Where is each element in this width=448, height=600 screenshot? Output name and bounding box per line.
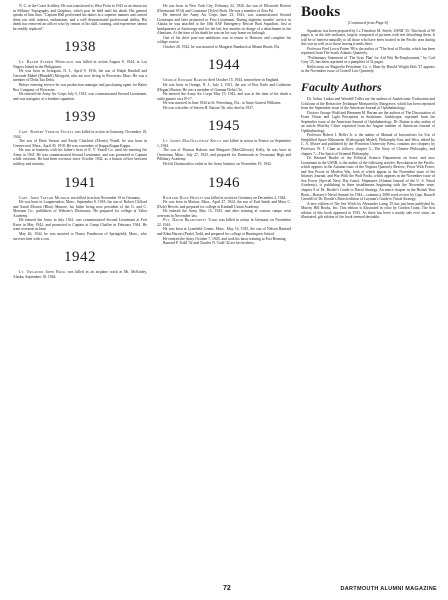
- paragraph: He entered the Army in July 1941, was commissioned Second Lieutenant at Fort Knox in May 1942, and promoted to Captain at Camp Chaffee in February 1944. He went overseas in June.: [13, 218, 147, 232]
- column-middle: [157, 4, 291, 246]
- paragraph: Barnard P. Todd '32 and Charles N. Todd '42 are his brothers.: [163, 241, 255, 246]
- paragraph: Squadron, has been prepared by Lt. Theodore M. Steele, USNR '35. This book of 90 pages is, as the title indicates, largely composed of pictures with text describing them. It will be of interest naturally to all those who have been located in the Pacific area during this war as well as to those having friends there.: [301, 28, 435, 47]
- class-year-heading: 1944: [208, 57, 240, 74]
- paragraph: N. C. in the Coast Artillery. He was transferred to West Point in 1943 as an instructor in Military Topography and Graphics, which post he held until his death. His general speaks of him thus: "Captain Hall performed his duties in a superior manner and carried them out with interest, enthusiasm, and a well demonstrated professional ability. His death has removed an officer who by reason of his skill, training, and experience cannot be readily replaced.": [13, 4, 147, 31]
- obituary-entry: [157, 218, 291, 227]
- entry-text: was killed in action in Germany, November 18, 1944.: [13, 130, 148, 139]
- person-name: Lt. Ralph Alfred Merigold: [19, 60, 74, 65]
- paragraph: He was born at Lynnfield Center, Mass., May 14, 1925, the son of Nelson Barnard and Edna Harriet (Peale) Todd, and prepared for college at Huntington School.: [157, 227, 291, 236]
- class-year-heading: 1941: [64, 174, 96, 191]
- entry-text: was killed in action August 9, 1944, at Los Negros Island in the Philippines.: [13, 60, 147, 69]
- page-number: 72: [223, 585, 231, 592]
- paragraph: He was born in Marion, Mass., April 27, 1924, the son of Earl Smith and Mary C. (Dole) Hewitt, and prepared for college at Kimball Union Academy.: [157, 200, 291, 209]
- paragraph: He was in business with his father's firm of E. V. Yeuell Co. until his entering the Army in 1941. He was commissioned Second Lieutenant, and was promoted to Captain while overseas. He had been overseas since October 1942, as a liaison officer between artillery and infantry.: [13, 148, 147, 167]
- paragraph: Dr. Bernard Brodie of the Political Science Department on leave, and now Lieutenant in the USNR, is the author of the following articles: Revolution in the Pacific, which appears in the Autumn issue of the Virginia Quarterly Review; Prose With Power, and Sea Power in Modern War, both of which appear in the November issue of the Infantry Journal, and War With the Wolf Packs, which appears in the November issue of Sea Power (Special Navy Day Issue). Shipmates (Alumni Journal of the U. S. Naval Academy), is publishing in three installments beginning with the November issue, chapter 8 of Dr. Brodie's Guide to Naval Strategy. An entire chapter in the British Year Book—Brassey's Naval Annual for 1944—contains a 3000 word review by Capt. Russell Grenfell of Dr. Brodie's British edition of Layman's Guide to Naval Strategy.: [301, 156, 435, 202]
- entry-text: was killed in an airplane crash at Mt. McKinley, Alaska, September 18, 1944.: [13, 270, 147, 279]
- person-name: Pvt. David Bradstreet Todd: [163, 218, 218, 223]
- entry-text: was killed in action in Germany on November 22, 1944.: [157, 218, 291, 227]
- paragraph: Professor Robert J. Bellet Jr. is the author of Manual of Instructions for Use of Simplified Space Ekhometer (Kaleograph Model). Philosophy East and West, edited by C. A. Moore and published by the Princeton University Press, contains two chapters by Professor W. T. Chan as follows: chapter 3—The Story of Chinese Philosophy, and chapter 7—The Spirit of Oriental Philosophy.: [301, 133, 435, 156]
- paragraph: Reflections on Magnolia Petroleum Co. v. Hunt by Harold Wright Holt '27 appears in the November issue of Cornell Law Quarterly.: [301, 64, 435, 74]
- class-year-heading: 1946: [208, 174, 240, 191]
- paragraph: He entered the Army Air Corps July 5, 1941, was commissioned Second Lieutenant, and was navigator of a bomber squadron.: [13, 92, 147, 101]
- paragraph: One of his chief post-war ambitions was to return to Hanover and complete his college course.: [157, 35, 291, 45]
- entry-text: was killed in action in Germany on December 2, 1944.: [203, 195, 287, 200]
- paragraph: He was married in June 1944 at St. Petersburg, Fla., to Anne Garnett Williams.: [163, 101, 282, 106]
- continued-note: [Continued from Page 6]: [347, 20, 389, 25]
- person-name: Richard Dole Hewitt: [163, 195, 204, 200]
- magazine-name: DARTMOUTH ALUMNI MAGAZINE: [340, 586, 437, 592]
- section-title-books: Books: [301, 4, 341, 20]
- page-footer: [13, 585, 437, 597]
- column-right: [301, 4, 435, 220]
- paragraph: He was born in Orange, N. J., July 3, 1921, the son of Roy Earle and Catherine (Hogan) Barton. He was a member of Gamma Delta Chi.: [157, 83, 291, 92]
- class-year-heading: 1942: [64, 249, 96, 266]
- paragraph: May 26, 1942, he was married to Nancy Punderson of Springfield, Mass., who survives him with a son.: [13, 231, 147, 241]
- person-name: Lt. Orlando John Bock: [19, 270, 66, 275]
- paragraph: He entered the Army Air Corps May 19, 1942, and was at the time of his death a radio gunner on a B-17.: [157, 92, 291, 101]
- paragraph: The son of Thomas Robson and Margaret (MacGillivray) Kelly, he was born in Owatonna, Minn., July 27, 1923, and prepared for Dartmouth at Owatonna High and Pillsbury Academy.: [157, 148, 291, 162]
- paragraph: Before entering service he was production manager and purchasing agent for Baker Box Company of Worcester.: [13, 83, 147, 92]
- person-name: Capt. John Taylor Munroe: [19, 195, 70, 200]
- paragraph: October 28, 1942, he was married to Margaret Bambach at Miami Beach, Fla.: [163, 44, 280, 49]
- paragraph: He was a brother of Steven H. Barton '36, who died in 1937.: [163, 105, 254, 110]
- paragraph: He entered the Army October 7, 1943, and took his basic training at Fort Benning.: [163, 236, 287, 241]
- class-year-heading: 1938: [64, 39, 96, 56]
- magazine-page: [13, 4, 437, 584]
- paragraph: He was born in New York City, February 22, 1920, the son of Ellsworth Brewer (Dartmouth 1914) and Constance (Tyler) Bock. He was a member of Zeta Psi.: [157, 4, 291, 13]
- paragraph: A new edition of The Sea Witch by Alexander Laing '25 has just been published by Murray Hill Books, Inc. This edition is illustrated in color by Gordon Grant. The first edition of this book appeared in 1933. As there has been a steady sale ever since, an illustrated, gift edition of the book seemed desirable.: [301, 201, 435, 220]
- person-name: Lt. James MacGillivray Kelly: [163, 139, 222, 144]
- obituary-entry: [13, 270, 147, 279]
- person-name: George Edward Barton: [163, 78, 208, 83]
- obituary-entry: [13, 130, 147, 139]
- paragraph: Doctors George Wald and Hermann M. Burian are the authors of The Dissociation of Form Vision and Light Perception in Strabismic Amblyopia, reprinted from the September issue of the American Journal of Ophthalmology. Dr. Burian is also author of an article Motility Clinic reprinted from the August number of American Journal of Ophthalmology.: [301, 110, 435, 133]
- paragraph: The son of Eben Vernon and Emily Charlotte (Morris) Yeuell, he was born in Greenwood, Mass., April 30, 1918. He was a member of Kappa Kappa Kappa.: [13, 139, 147, 148]
- obituary-entry: [157, 139, 291, 148]
- paragraph: Dr. Arthur Linksz and Wendell Triller are the authors of Aniseiconia: Evaluation and Criticism of the Refractive Technique Measured by Margraves, which has been reprinted from the September issue of the American Journal of Ophthalmology.: [301, 97, 435, 111]
- obituary-entry: [13, 60, 147, 69]
- entry-text: was killed in action November 19 in Germany.: [69, 195, 141, 200]
- paragraph: He was born in Irvington, N. J., April 9, 1916, the son of Ralph Randall and Gertrude Mabel (Blundell) Merigold, who are now living in Worcester, Mass. He was a member of Delta Tau Delta.: [13, 69, 147, 83]
- paragraph: He entered the Army May 15, 1943, and after training at various camps went overseas in November last.: [157, 209, 291, 218]
- paragraph: He was born in Longmeadow, Mass., September 8, 1918, the son of Robert Clifford and Sarah Morton (Blair) Munroe, his father being now president of the G. and C. Merriam Co., publishers of Webster's Dictionary. He prepared for college at Tabor Academy.: [13, 200, 147, 218]
- paragraph: "Preliminary Statement of 'The Gray Plan' for Aid War Re-Employment," by Carl Gray '25, has been reprinted as a pamphlet of 32 pages.: [301, 55, 435, 65]
- person-name: Capt. Robert Vernon Yeuell: [19, 130, 74, 135]
- section-title-faculty-authors: Faculty Authors: [301, 80, 382, 95]
- column-left: [13, 4, 147, 279]
- class-year-heading: 1939: [64, 109, 96, 126]
- paragraph: He left Dartmouth to enlist in the Army Infantry on November 19, 1942.: [163, 162, 272, 167]
- entry-text: was killed in action in France on September 1, 1944.: [157, 139, 292, 148]
- paragraph: He entered the Army Air Corps June 23, 1941, was commissioned Second Lieutenant and later promoted to First Lieutenant. During eighteen months' service in Alaska he was attached to the 10th AAF Emergency Rescue Boat Squadron, first at headquarters at Anchorage and for the last few months in charge of a detachment in the Aleutians. At the time of his death he was on his way home on furlough.: [157, 13, 291, 36]
- class-year-heading: 1945: [208, 118, 240, 135]
- entry-text: died October 15, 1944, somewhere in England.: [207, 78, 280, 83]
- paragraph: Professor Fred Lewis Pattee '88 is the author of "The Soul of Florida, which has been reprinted from The South Atlantic Quarterly.: [301, 46, 436, 56]
